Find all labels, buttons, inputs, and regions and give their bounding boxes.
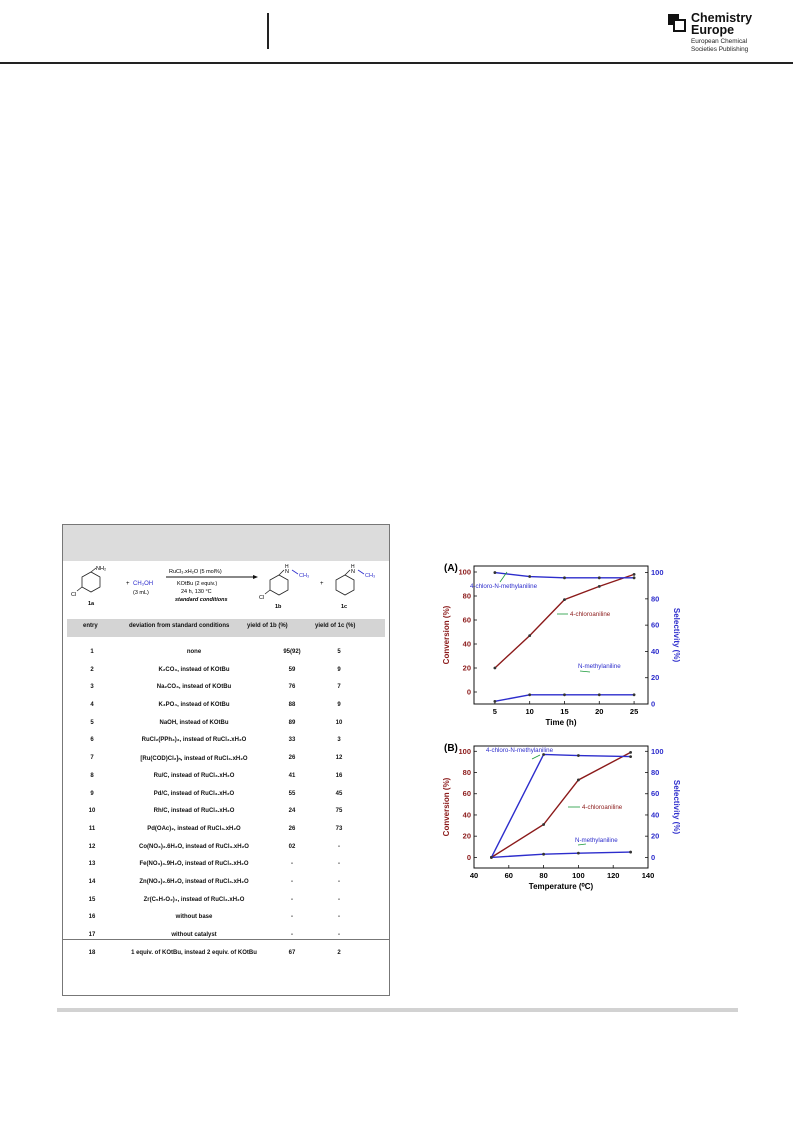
header-entry: entry <box>83 623 98 629</box>
y-tick-label: 20 <box>462 831 471 841</box>
y-tick-label: 0 <box>466 687 471 697</box>
entry-cell: 9 <box>90 790 94 797</box>
header-divider <box>267 13 269 49</box>
entry-cell: 18 <box>88 949 96 956</box>
x-tick-label: 100 <box>572 871 585 880</box>
y-tick-label: 40 <box>462 639 471 649</box>
entry-cell: 14 <box>88 878 96 885</box>
y2-tick-label: 20 <box>651 673 660 683</box>
entry-cell: 6 <box>90 737 94 744</box>
header-deviation: deviation from standard conditions <box>129 623 230 629</box>
y-tick-label: 0 <box>466 852 471 862</box>
y2-tick-label: 80 <box>651 594 660 604</box>
yield-1c-cell: 75 <box>335 808 343 815</box>
yield-1b-cell: 88 <box>288 702 296 709</box>
y2-tick-label: 40 <box>651 810 660 820</box>
h-label-1b: H <box>285 564 289 570</box>
panel-label: (B) <box>444 743 458 754</box>
table-row <box>63 804 389 822</box>
ch3-label-1c: CH₃ <box>365 573 376 579</box>
data-point <box>633 573 636 576</box>
data-point <box>528 575 531 578</box>
deviation-cell: K₃PO₄, instead of KOtBu <box>158 702 230 709</box>
yield-1b-cell: - <box>291 896 293 903</box>
data-point <box>629 851 632 854</box>
yield-1c-cell: 45 <box>335 790 343 797</box>
chart-a <box>440 558 680 734</box>
table-row <box>63 645 389 663</box>
table-row <box>63 769 389 787</box>
table-row <box>63 875 389 893</box>
entry-cell: 16 <box>88 914 96 921</box>
deviation-cell: without base <box>175 914 213 921</box>
entry-cell: 4 <box>90 702 94 709</box>
table-row <box>63 928 389 946</box>
x-tick-label: 40 <box>469 871 479 880</box>
table-row <box>63 698 389 716</box>
y2-axis-label: Selectivity (%) <box>672 607 681 663</box>
entry-cell: 1 <box>90 649 94 655</box>
cl-label-1a: Cl <box>71 592 77 598</box>
data-point <box>542 853 545 856</box>
y-tick-label: 20 <box>462 663 471 673</box>
x-tick-label: 15 <box>560 707 569 716</box>
deviation-cell: K₂CO₃, instead of KOtBu <box>158 666 230 673</box>
deviation-cell: Na₂CO₃, instead of KOtBu <box>156 684 232 691</box>
yield-1c-cell: 5 <box>337 649 341 655</box>
conditions-label: 24 h, 130 °C <box>181 589 212 595</box>
entry-cell: 15 <box>88 896 96 903</box>
chart-b <box>440 738 680 898</box>
logo-title: Chemistry Europe <box>691 11 753 37</box>
yield-1c-cell: - <box>338 843 340 850</box>
yield-1c-cell: 10 <box>335 719 343 726</box>
series-label: N-methylaniline <box>575 837 618 844</box>
h-label-1c: H <box>351 564 355 570</box>
yield-1b-cell: 67 <box>288 949 296 956</box>
data-point <box>629 751 632 754</box>
yield-1c-cell: 73 <box>335 825 343 832</box>
x-tick-label: 80 <box>539 871 548 880</box>
table-row <box>63 733 389 751</box>
yield-1c-cell: 3 <box>337 737 341 744</box>
table-row <box>63 751 389 769</box>
yield-1c-cell: - <box>338 914 340 921</box>
yield-1b-cell: 95(92) <box>283 649 301 655</box>
series-label: 4-chloro-N-methylaniline <box>486 747 554 754</box>
deviation-cell: Pd(OAc)₂, instead of RuCl₃.xH₂O <box>147 825 241 832</box>
y-axis-label: Conversion (%) <box>442 605 451 665</box>
plus-sign-2: + <box>320 581 324 587</box>
y-tick-label: 60 <box>462 789 471 799</box>
n-label-1c: N <box>351 569 355 575</box>
table-footer-rule <box>63 939 389 940</box>
yield-1c-cell: 9 <box>337 702 341 709</box>
nh2-label: NH₂ <box>96 566 107 572</box>
x-axis-label: Time (h) <box>545 718 577 727</box>
data-point <box>598 693 601 696</box>
header-yield-1c: yield of 1c (%) <box>315 623 356 629</box>
data-point <box>629 755 632 758</box>
standard-conditions-label: standard conditions <box>175 597 228 603</box>
data-point <box>528 634 531 637</box>
label-1a: 1a <box>88 601 95 607</box>
y-tick-label: 40 <box>462 810 471 820</box>
deviation-cell: Ru/C, instead of RuCl₃.xH₂O <box>153 772 235 779</box>
entry-cell: 10 <box>88 808 96 815</box>
table-row <box>63 680 389 698</box>
chemistry-europe-logo <box>668 12 788 56</box>
series-label: N-methylaniline <box>578 663 621 670</box>
data-point <box>528 693 531 696</box>
logo-mark-icon <box>668 14 686 32</box>
x-tick-label: 120 <box>606 871 620 880</box>
table-row <box>63 716 389 734</box>
deviation-cell: [Ru(COD)Cl₂]ₙ, instead of RuCl₃.xH₂O <box>140 756 248 763</box>
yield-1b-cell: - <box>291 861 293 868</box>
base-label: KOtBu (2 equiv.) <box>177 581 218 587</box>
data-point <box>490 856 493 859</box>
methanol-amount: (3 mL) <box>133 590 149 596</box>
leader-arrow <box>578 844 586 845</box>
y-tick-label: 60 <box>462 615 471 625</box>
entry-cell: 8 <box>90 772 94 779</box>
yield-1c-cell: - <box>338 861 340 868</box>
yield-1b-cell: 41 <box>288 772 296 779</box>
y-axis-label: Conversion (%) <box>442 777 451 837</box>
page-bottom-rule <box>57 1008 738 1012</box>
data-point <box>633 693 636 696</box>
yield-1c-cell: 7 <box>337 684 341 691</box>
y2-tick-label: 80 <box>651 768 660 778</box>
y2-tick-label: 60 <box>651 620 660 630</box>
panel-label: (A) <box>444 563 458 574</box>
table-body <box>63 645 389 963</box>
x-tick-label: 25 <box>629 707 639 716</box>
yield-1c-cell: - <box>338 878 340 885</box>
yield-1b-cell: 55 <box>288 790 296 797</box>
yield-1c-cell: - <box>338 932 340 938</box>
kinetics-figure <box>440 558 680 898</box>
x-axis-label: Temperature (⁰C) <box>528 882 594 891</box>
data-point <box>563 576 566 579</box>
leader-arrow <box>532 755 540 759</box>
yield-1b-cell: 26 <box>288 825 296 832</box>
data-point <box>542 823 545 826</box>
entry-cell: 7 <box>90 755 94 762</box>
x-tick-label: 60 <box>504 871 513 880</box>
table-row <box>63 663 389 681</box>
deviation-cell: Rh/C, instead of RuCl₃.xH₂O <box>153 808 235 815</box>
y2-tick-label: 60 <box>651 789 660 799</box>
yield-1c-cell: 12 <box>335 755 343 762</box>
data-point <box>563 598 566 601</box>
data-point <box>633 576 636 579</box>
series-label: 4-chloroaniline <box>582 804 623 811</box>
table-row <box>63 857 389 875</box>
entry-cell: 2 <box>90 666 94 673</box>
arrow-head-icon <box>253 575 258 579</box>
product-1b-structure <box>265 570 298 595</box>
data-point <box>563 693 566 696</box>
methanol-label: CH₃OH <box>133 581 154 587</box>
data-point <box>598 576 601 579</box>
data-point <box>577 754 580 757</box>
table-row <box>63 840 389 858</box>
entry-cell: 13 <box>88 861 96 868</box>
table-row <box>63 946 389 964</box>
deviation-cell: Co(NO₃)₂.6H₂O, instead of RuCl₃.xH₂O <box>139 843 249 850</box>
ch3-label-1b: CH₃ <box>299 573 310 579</box>
deviation-cell: without catalyst <box>171 932 217 938</box>
header-rule <box>0 62 793 64</box>
x-tick-label: 5 <box>492 707 497 716</box>
table-row <box>63 787 389 805</box>
deviation-cell: Zr(C₅H₇O₂)₄, instead of RuCl₃.xH₂O <box>143 896 245 903</box>
deviation-cell: none <box>186 649 202 655</box>
y2-tick-label: 0 <box>651 699 656 709</box>
plus-sign-1: + <box>126 581 130 587</box>
y2-tick-label: 100 <box>651 568 664 578</box>
yield-1b-cell: 26 <box>288 755 296 762</box>
yield-1c-cell: 2 <box>337 949 341 956</box>
yield-1c-cell: 9 <box>337 666 341 673</box>
data-point <box>598 585 601 588</box>
entry-cell: 12 <box>88 843 96 850</box>
entry-cell: 11 <box>88 825 96 832</box>
entry-cell: 3 <box>90 684 94 691</box>
yield-1b-cell: - <box>291 932 293 938</box>
x-tick-label: 20 <box>595 707 604 716</box>
data-point <box>493 571 496 574</box>
data-point <box>577 852 580 855</box>
product-1c-structure <box>336 570 364 595</box>
yield-1b-cell: 89 <box>288 719 296 726</box>
yield-1c-cell: - <box>338 896 340 903</box>
deviation-cell: Pd/C, instead of RuCl₃.xH₂O <box>153 790 235 797</box>
yield-1c-cell: 16 <box>335 772 343 779</box>
catalyst-label: RuCl₃.xH₂O (5 mol%) <box>169 569 222 575</box>
deviation-cell: Fe(NO₃)₃.9H₂O, instead of RuCl₃.xH₂O <box>139 861 249 868</box>
yield-1b-cell: - <box>291 878 293 885</box>
n-label-1b: N <box>285 569 289 575</box>
optimization-table <box>62 524 390 996</box>
y-tick-label: 100 <box>458 746 471 756</box>
table-row <box>63 893 389 911</box>
table-row <box>63 822 389 840</box>
label-1c: 1c <box>341 604 348 610</box>
label-1b: 1b <box>275 604 282 610</box>
entry-cell: 17 <box>88 932 96 938</box>
deviation-cell: 1 equiv. of KOtBu, instead 2 equiv. of KOtBu <box>131 949 257 956</box>
x-tick-label: 10 <box>525 707 534 716</box>
deviation-cell: NaOH, instead of KOtBu <box>159 719 229 726</box>
x-tick-label: 140 <box>641 871 655 880</box>
y-tick-label: 100 <box>458 567 471 577</box>
deviation-cell: Zn(NO₃)₂.6H₂O, instead of RuCl₃.xH₂O <box>139 878 249 885</box>
table-header-row <box>67 619 385 637</box>
yield-1b-cell: 59 <box>288 666 296 673</box>
logo-subtitle: European Chemical Societies Publishing <box>691 38 749 53</box>
table-caption-bar <box>63 525 389 561</box>
yield-1b-cell: 33 <box>288 737 296 744</box>
y2-tick-label: 40 <box>651 646 660 656</box>
y-tick-label: 80 <box>462 591 471 601</box>
y2-tick-label: 0 <box>651 852 656 862</box>
series-label: 4-chloroaniline <box>570 611 611 618</box>
header-yield-1b: yield of 1b (%) <box>247 623 288 629</box>
entry-cell: 5 <box>90 719 94 726</box>
y-tick-label: 80 <box>462 768 471 778</box>
series-label: 4-chloro-N-methylaniline <box>470 583 538 590</box>
deviation-cell: RuCl₂(PPh₃)₃, instead of RuCl₃.xH₂O <box>141 737 247 744</box>
table-row <box>63 910 389 928</box>
data-point <box>493 700 496 703</box>
yield-1b-cell: - <box>291 914 293 921</box>
yield-1b-cell: 24 <box>288 808 296 815</box>
y2-tick-label: 20 <box>651 831 660 841</box>
yield-1b-cell: 76 <box>288 684 296 691</box>
data-point <box>577 779 580 782</box>
y2-axis-label: Selectivity (%) <box>672 779 681 835</box>
data-point <box>493 667 496 670</box>
series-line-2 <box>491 852 630 857</box>
yield-1b-cell: 02 <box>288 843 296 850</box>
leader-arrow <box>580 671 590 672</box>
y2-tick-label: 100 <box>651 746 664 756</box>
cl-label-1b: Cl <box>259 595 265 601</box>
